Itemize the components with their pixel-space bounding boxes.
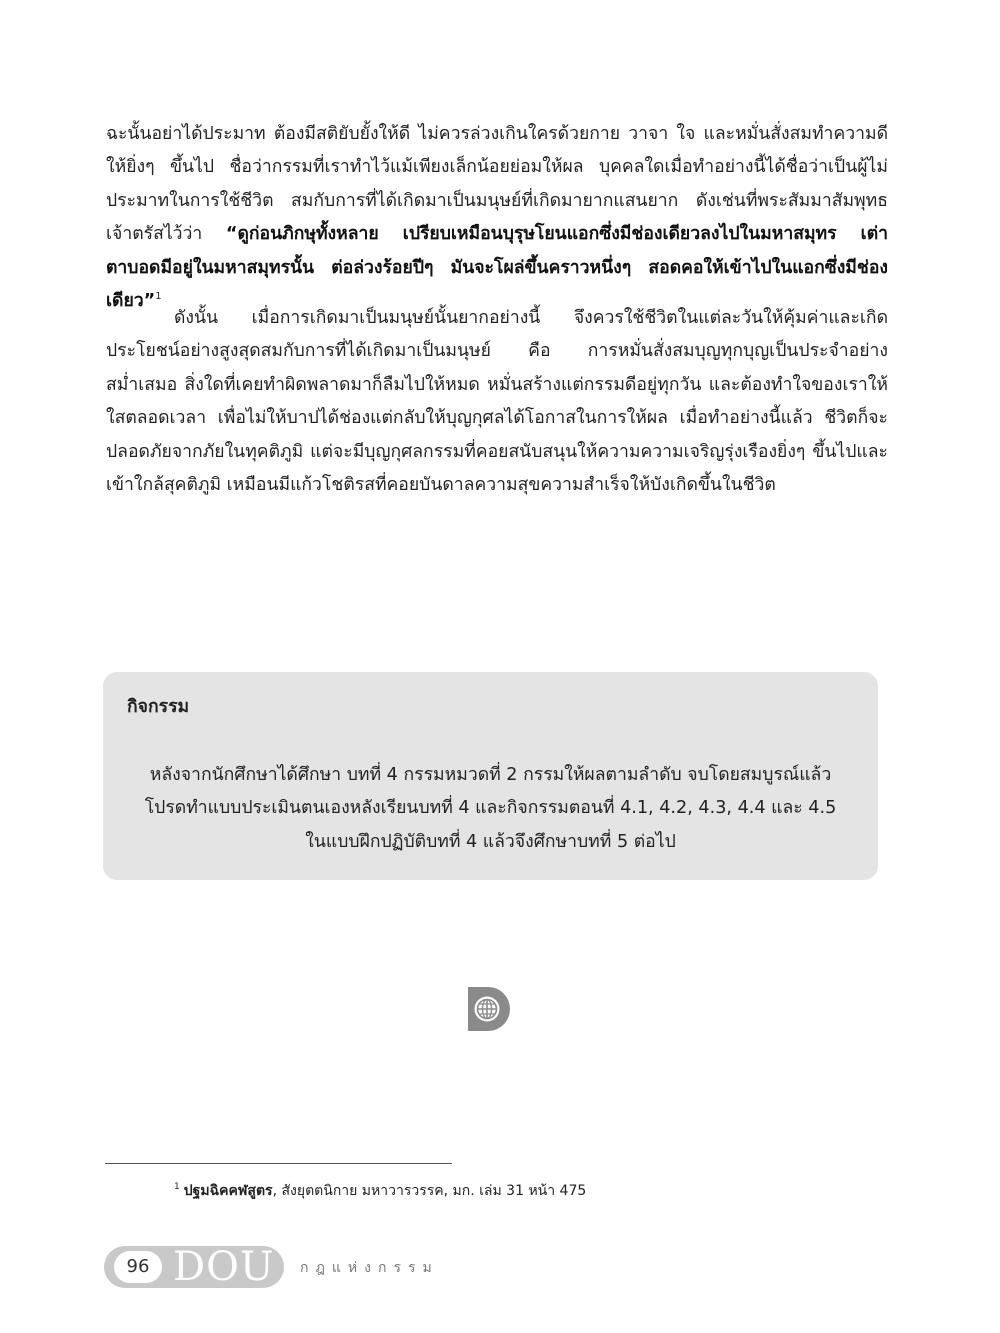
page-number: 96 [114, 1251, 162, 1283]
activity-line-2: โปรดทำแบบประเมินตนเองหลังเรียนบทที่ 4 และกิจกรรมตอนที่ 4.1, 4.2, 4.3, 4.4 และ 4.5 [144, 798, 837, 819]
buddha-quote: “ดูก่อนภิกษุทั้งหลาย เปรียบเหมือนบุรุษโยนแอกซึ่งมีช่องเดียวลงไปในมหาสมุทร เต่าตาบอดมีอยู่ในมหาสมุทรนั้น ต่อล่วงร้อยปีๆ มันจะโผล่ขึ้นคราวหนึ่งๆ สอดคอให้เข้าไปในแอกซึ่งมีช่องเดียว” [106, 224, 888, 312]
footnote-number: 1 [174, 1182, 180, 1193]
activity-box [103, 672, 878, 880]
activity-title: กิจกรรม [127, 697, 190, 717]
dou-brand: DOU [173, 1244, 275, 1290]
footnote [174, 1180, 586, 1202]
activity-line-1: หลังจากนักศึกษาได้ศึกษา บทที่ 4 กรรมหมวดที่ 2 กรรมให้ผลตามลำดับ จบโดยสมบูรณ์แล้ว [149, 765, 832, 785]
paragraph-2: ดังนั้น เมื่อการเกิดมาเป็นมนุษย์นั้นยากอย่างนี้ จึงควรใช้ชีวิตในแต่ละวันให้คุ้มค่าและเกิดประโยชน์อย่างสูงสุดสมกับการที่ได้เกิดมาเป็นมนุษย์ คือ การหมั่นสั่งสมบุญทุกบุญเป็นประจำอย่างสม่ำเสมอ สิ่งใดที่เคยทำผิดพลาดมาก็ลืมไปให้หมด หมั่นสร้างแต่กรรมดีอยู่ทุกวัน และต้องทำใจของเราให้ใสตลอดเวลา เพื่อไม่ให้บาปได้ช่องแต่กลับให้บุญกุศลได้โอกาสในการให้ผล เมื่อทำอย่างนี้แล้ว ชีวิตก็จะปลอดภัยจากภัยในทุคติภูมิ แต่จะมีบุญกุศลกรรมที่คอยสนับสนุนให้ความความเจริญรุ่งเรืองยิ่งๆ ขึ้นไปและเข้าใกล้สุคติภูมิ เหมือนมีแก้วโชติรสที่คอยบันดาลความสุขความสำเร็จให้บังเกิดขึ้นในชีวิต [106, 308, 888, 496]
book-title: กฎแห่งกรรม [300, 1260, 439, 1276]
footnote-divider [105, 1163, 452, 1164]
footnote-ref[interactable]: 1 [155, 291, 162, 303]
paragraph-1 [106, 118, 888, 318]
activity-line-3: ในแบบฝึกปฏิบัติบทที่ 4 แล้วจึงศึกษาบทที่ 5 ต่อไป [305, 831, 676, 852]
dou-logo-icon [466, 984, 516, 1034]
paragraph-1-text: ฉะนั้นอย่าได้ประมาท ต้องมีสติยับยั้งให้ดี ไม่ควรล่วงเกินใครด้วยกาย วาจา ใจ และหมั่นสั่งสมทำความดีให้ยิ่งๆ ขึ้นไป ชื่อว่ากรรมที่เราทำไว้แม้เพียงเล็กน้อยย่อมให้ผล บุคคลใดเมื่อทำอย่างนี้ได้ชื่อว่าเป็นผู้ไม่ประมาทในการใช้ชีวิต สมกับการที่ได้เกิดมาเป็นมนุษย์ที่เกิดมายากแสนยาก ดังเช่นที่พระสัมมาสัมพุทธเจ้าตรัสไว้ว่า [106, 124, 888, 245]
footnote-citation: , สังยุตตนิกาย มหาวารวรรค, มก. เล่ม 31 หน้า 475 [272, 1183, 587, 1199]
footnote-source: ปฐมฉิคคฬสูตร [183, 1183, 273, 1199]
activity-instructions [123, 759, 858, 859]
